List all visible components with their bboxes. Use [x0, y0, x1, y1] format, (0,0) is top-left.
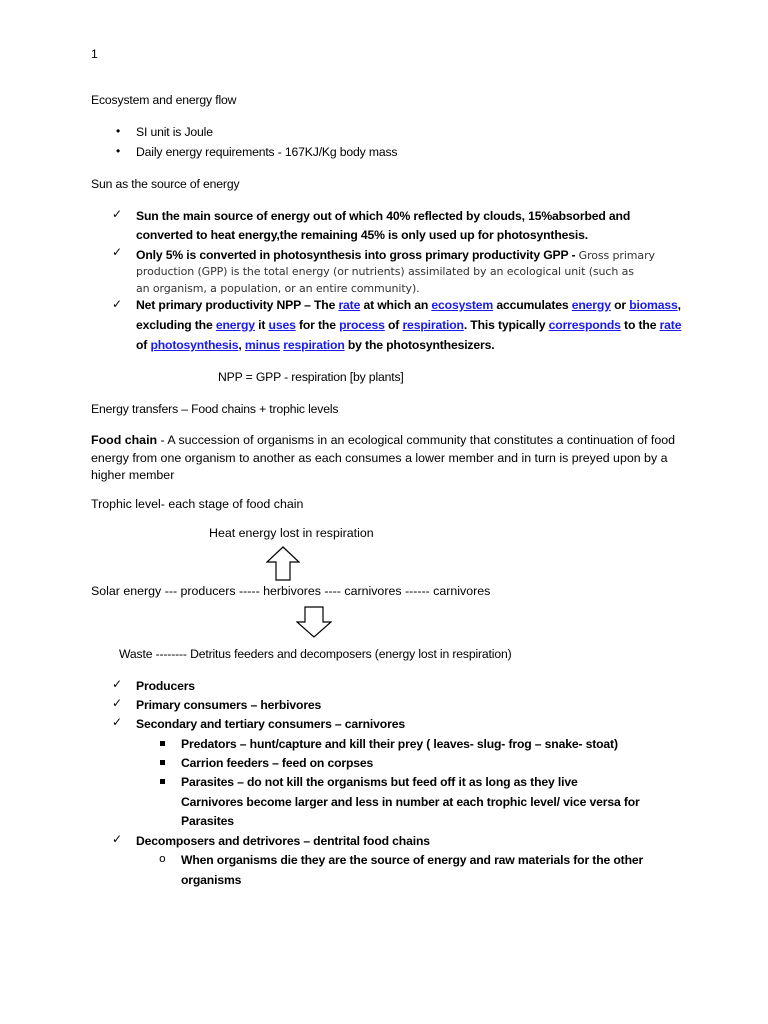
heading-transfers: Energy transfers – Food chains + trophic levels: [91, 402, 339, 416]
npp-intro: Net primary productivity NPP – The: [136, 298, 339, 312]
level-decomposers: Decomposers and detrivores – dentrital food chains: [136, 834, 430, 848]
sun-item2-line1: [136, 246, 655, 264]
checkmark-icon: ✓: [112, 207, 123, 221]
sun-item1-line1: Sun the main source of energy out of which 40% reflected by clouds, 15%absorbed and: [136, 209, 631, 223]
waste-label: Waste --------: [119, 647, 187, 661]
checkmark-icon: ✓: [112, 677, 123, 691]
npp-text: by the photosynthesizers.: [344, 338, 495, 352]
page-number: 1: [91, 47, 98, 61]
gpp-definition-c: an organism, a population, or an entire community).: [136, 282, 420, 295]
checkmark-icon: ✓: [112, 696, 123, 710]
bullet-icon: •: [116, 144, 121, 158]
npp-text: . This typically: [463, 318, 549, 332]
npp-text: accumulates: [493, 298, 572, 312]
dead-line1: When organisms die they are the source of energy and raw materials for the other: [181, 853, 644, 867]
link-uses[interactable]: uses: [268, 318, 296, 332]
level-secondary: Secondary and tertiary consumers – carnivores: [136, 717, 405, 731]
npp-text: ,: [677, 298, 681, 312]
bullet-daily-energy: Daily energy requirements - 167KJ/Kg body mass: [136, 145, 398, 159]
bullet-si-unit: SI unit is Joule: [136, 125, 213, 139]
npp-text: excluding the: [136, 318, 216, 332]
circle-bullet-icon: o: [159, 852, 166, 865]
up-arrow-icon: [266, 546, 300, 582]
gpp-definition-b: production (GPP) is the total energy (or nutrients) assimilated by an ecological unit (such as: [136, 265, 634, 278]
npp-equation: NPP = GPP - respiration [by plants]: [218, 370, 404, 384]
food-chain-def: - A succession of organisms in an ecological community that constitutes a continuation of food: [157, 433, 676, 447]
trophic-level-def: Trophic level- each stage of food chain: [91, 497, 304, 511]
sub-carrion: Carrion feeders – feed on corpses: [181, 756, 374, 770]
food-chain-line3: higher member: [91, 468, 175, 482]
link-minus[interactable]: minus: [244, 338, 281, 352]
sub-parasites: Parasites – do not kill the organisms but feed off it as long as they live: [181, 775, 578, 789]
npp-text: at which an: [360, 298, 432, 312]
npp-line1: [136, 298, 681, 312]
sun-item1-line2: converted to heat energy,the remaining 45% is only used up for photosynthesis.: [136, 228, 588, 242]
link-ecosystem[interactable]: ecosystem: [431, 298, 494, 312]
heading-ecosystem: Ecosystem and energy flow: [91, 93, 237, 107]
link-respiration[interactable]: respiration: [402, 318, 464, 332]
npp-text: it: [254, 318, 269, 332]
npp-text: of: [384, 318, 403, 332]
npp-text: ,: [238, 338, 245, 352]
link-respiration[interactable]: respiration: [283, 338, 345, 352]
gpp-bold: Only 5% is converted in photosynthesis into gross primary productivity GPP -: [136, 248, 579, 262]
note-line2: Parasites: [181, 814, 234, 828]
npp-text: or: [610, 298, 630, 312]
sub-predators: Predators – hunt/capture and kill their prey ( leaves- slug- frog – snake- stoat): [181, 737, 618, 751]
npp-text: to the: [620, 318, 660, 332]
food-chain-line2: energy from one organism to another as each consumes a lower member and in turn is preyed upon by a: [91, 451, 668, 465]
food-chain-line1: [91, 433, 675, 447]
link-rate[interactable]: rate: [338, 298, 361, 312]
link-energy[interactable]: energy: [571, 298, 611, 312]
link-biomass[interactable]: biomass: [629, 298, 678, 312]
food-chain-term: Food chain: [91, 433, 158, 447]
link-photosynthesis[interactable]: photosynthesis: [150, 338, 239, 352]
square-bullet-icon: [160, 779, 165, 784]
link-corresponds[interactable]: corresponds: [548, 318, 621, 332]
npp-text: of: [136, 338, 151, 352]
note-line1: Carnivores become larger and less in number at each trophic level/ vice versa for: [181, 795, 640, 809]
link-rate[interactable]: rate: [659, 318, 682, 332]
checkmark-icon: ✓: [112, 715, 123, 729]
gpp-definition-a: Gross primary: [578, 249, 655, 262]
link-process[interactable]: process: [339, 318, 385, 332]
bullet-icon: •: [116, 124, 121, 138]
waste-line: [119, 647, 512, 661]
down-arrow-icon: [296, 606, 332, 638]
square-bullet-icon: [160, 741, 165, 746]
link-energy[interactable]: energy: [215, 318, 255, 332]
dead-line2: organisms: [181, 873, 242, 887]
level-primary: Primary consumers – herbivores: [136, 698, 322, 712]
waste-rest: Detritus feeders and decomposers (energy lost in respiration): [186, 647, 512, 661]
npp-line2: [136, 318, 681, 332]
level-producers: Producers: [136, 679, 195, 693]
checkmark-icon: ✓: [112, 832, 123, 846]
checkmark-icon: ✓: [112, 297, 123, 311]
energy-chain: Solar energy --- producers ----- herbivores ---- carnivores ------ carnivores: [91, 584, 491, 598]
checkmark-icon: ✓: [112, 245, 123, 259]
square-bullet-icon: [160, 760, 165, 765]
heat-energy-label: Heat energy lost in respiration: [209, 526, 374, 540]
heading-sun: Sun as the source of energy: [91, 177, 240, 191]
npp-text: for the: [295, 318, 340, 332]
npp-line3: [136, 338, 494, 352]
